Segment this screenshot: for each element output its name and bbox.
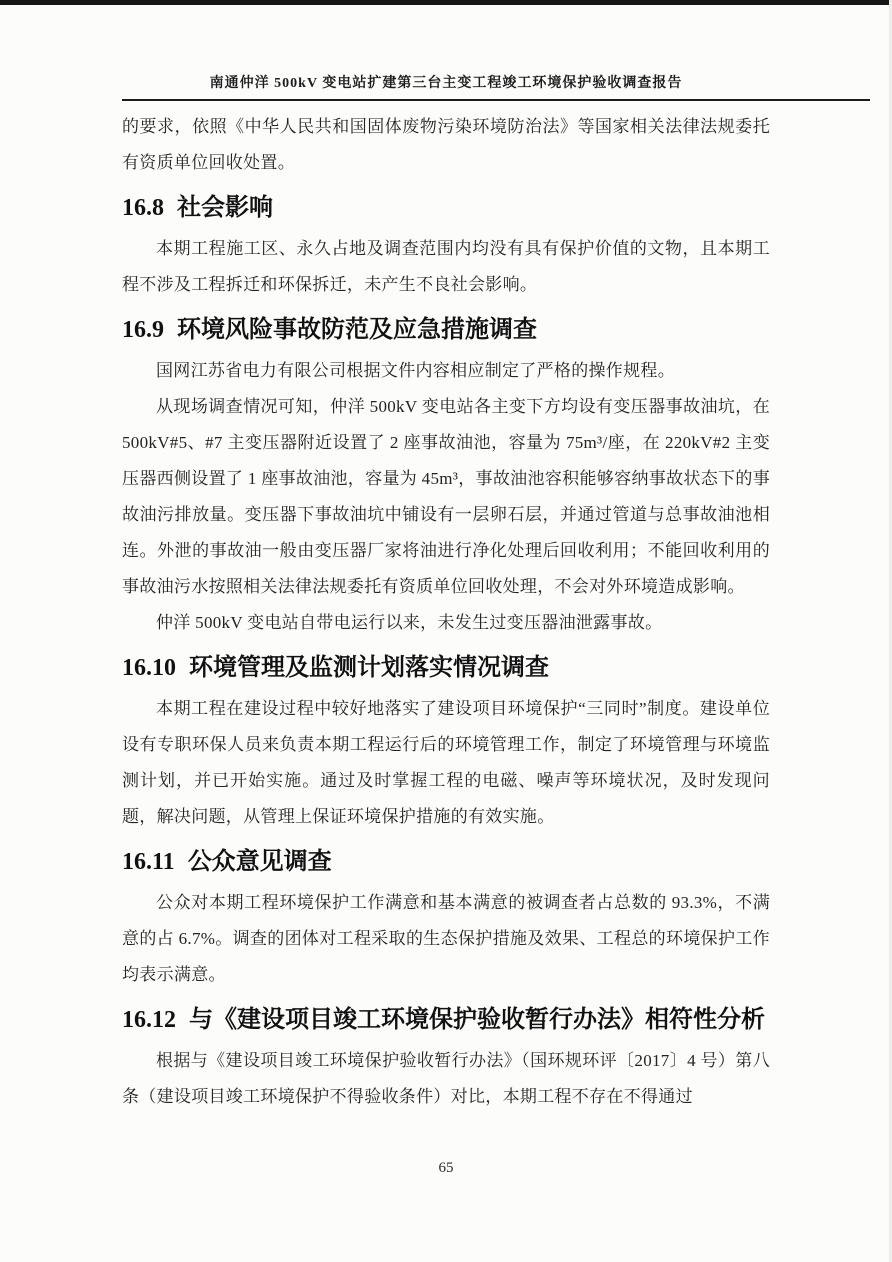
section-heading [122, 313, 770, 347]
paragraph: 的要求，依照《中华人民共和国固体废物污染环境防治法》等国家相关法律法规委托有资质单位回收处置。 [122, 117, 770, 172]
paragraph: 公众对本期工程环境保护工作满意和基本满意的被调查者占总数的 93.3%，不满意的占 6.7%。调查的团体对工程采取的生态保护措施及效果、工程总的环境保护工作均表示满意。 [122, 893, 770, 984]
section-title: 公众意见调查 [187, 848, 332, 875]
section-number: 16.12 [122, 1007, 176, 1033]
paragraph: 国网江苏省电力有限公司根据文件内容相应制定了严格的操作规程。 [156, 361, 675, 380]
section-heading [122, 191, 770, 225]
section-title: 环境风险事故防范及应急措施调查 [177, 316, 537, 343]
section-number: 16.11 [122, 849, 175, 875]
paragraph: 本期工程在建设过程中较好地落实了建设项目环境保护“三同时”制度。建设单位设有专职环保人员来负责本期工程运行后的环境管理工作，制定了环境管理与环境监测计划，并已开始实施。通过及时掌握工程的电磁、噪声等环境状况，及时发现问题，解决问题，从管理上保证环境保护措施的有效实施。 [122, 699, 770, 826]
section-heading [122, 1003, 770, 1037]
section-title: 社会影响 [177, 194, 273, 221]
paragraph: 本期工程施工区、永久占地及调查范围内均没有具有保护价值的文物，且本期工程不涉及工程拆迁和环保拆迁，未产生不良社会影响。 [122, 239, 770, 294]
section-number: 16.9 [122, 317, 164, 343]
scan-edge-bar [0, 0, 892, 5]
section-title: 环境管理及监测计划落实情况调查 [189, 654, 549, 681]
paragraph: 从现场调查情况可知，仲洋 500kV 变电站各主变下方均设有变压器事故油坑，在 500kV#5、#7 主变压器附近设置了 2 座事故油池，容量为 75m³/座，在 220kV#2 主变压器西侧设置了 1 座事故油池，容量为 45m³，事故油池容积能够容纳事故状态下的事故油污排放量。变压器下事故油坑中铺设有一层卵石层，并通过管道与总事故油池相连。外泄的事故油一般由变压器厂家将油进行净化处理后回收利用；不能回收利用的事故油污水按照相关法律法规委托有资质单位回收处理，不会对外环境造成影响。 [122, 397, 770, 596]
page-number: 65 [438, 1160, 454, 1176]
section-heading [122, 651, 770, 685]
section-title: 与《建设项目竣工环境保护验收暂行办法》相符性分析 [189, 1006, 765, 1033]
paragraph: 根据与《建设项目竣工环境保护验收暂行办法》（国环规环评〔2017〕4 号）第八条（建设项目竣工环境保护不得验收条件）对比，本期工程不存在不得通过 [122, 1051, 770, 1106]
section-heading [122, 845, 770, 879]
section-number: 16.8 [122, 195, 164, 221]
running-header: 南通仲洋 500kV 变电站扩建第三台主变工程竣工环境保护验收调查报告 [209, 76, 683, 91]
section-number: 16.10 [122, 655, 176, 681]
paragraph: 仲洋 500kV 变电站自带电运行以来，未发生过变压器油泄露事故。 [156, 613, 663, 632]
document-content [0, 101, 892, 1115]
